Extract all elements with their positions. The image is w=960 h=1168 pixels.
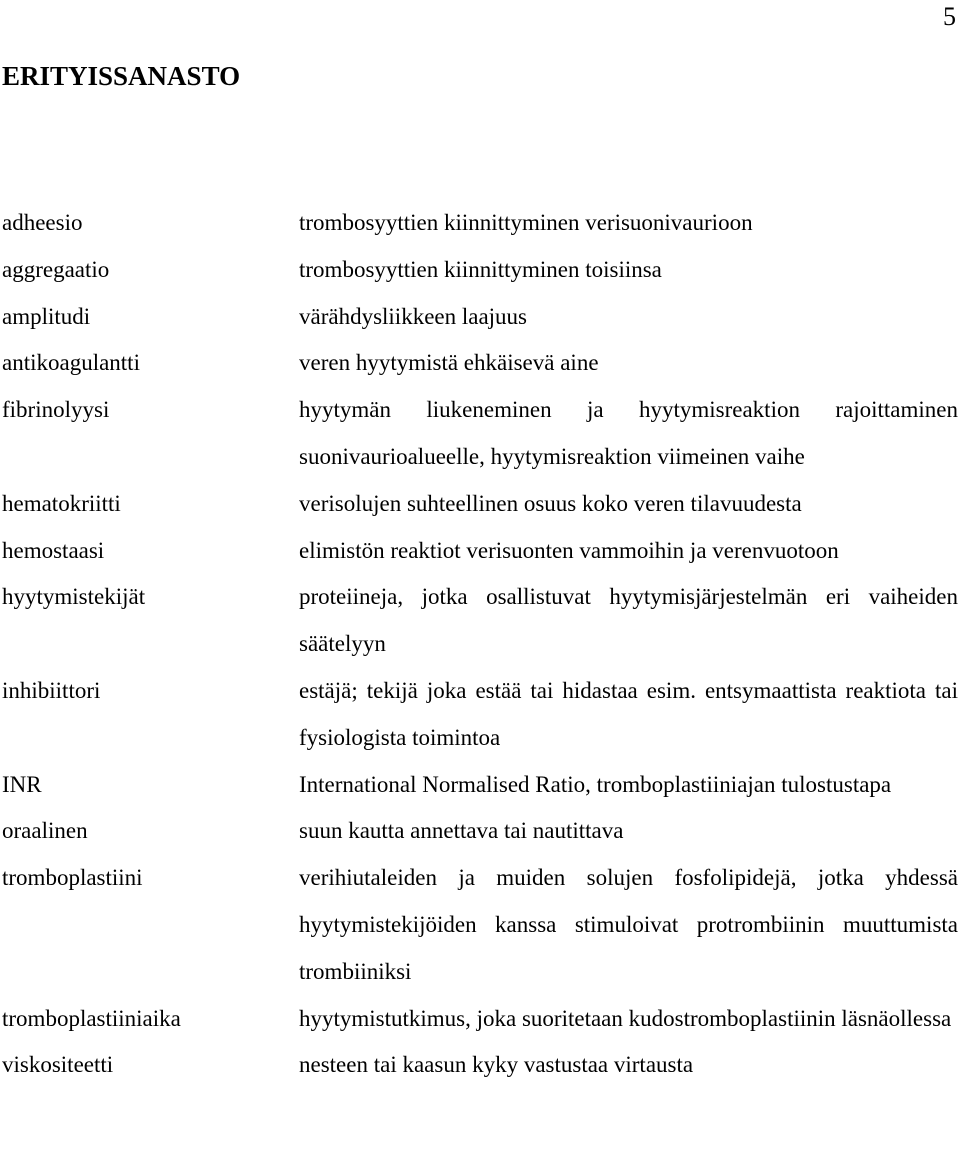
glossary-term: INR xyxy=(2,771,42,797)
glossary-entry xyxy=(0,247,958,294)
glossary-entry xyxy=(0,574,958,668)
glossary-definition: hyytymistutkimus, joka suoritetaan kudostromboplastiinin läsnäollessa xyxy=(299,1005,952,1031)
glossary-entry xyxy=(0,481,958,528)
glossary-term: aggregaatio xyxy=(2,256,110,282)
glossary-definition: verisolujen suhteellinen osuus koko veren tilavuudesta xyxy=(299,490,802,516)
glossary-term: tromboplastiini xyxy=(2,865,143,891)
glossary-entry xyxy=(0,855,958,995)
glossary-definition: trombosyyttien kiinnittyminen verisuonivaurioon xyxy=(299,210,753,235)
glossary-entry xyxy=(0,294,958,341)
glossary-entry xyxy=(0,762,958,809)
glossary-list xyxy=(0,200,958,1089)
glossary-definition: suun kautta annettava tai nautittava xyxy=(299,818,624,844)
glossary-definition: verihiutaleiden ja muiden solujen fosfolipidejä, jotka yhdessä hyytymistekijöiden kanssa stimuloivat protrombiinin muuttumista trombiiniksi xyxy=(299,865,958,984)
page-title: ERITYISSANASTO xyxy=(2,61,241,91)
glossary-entry xyxy=(0,340,958,387)
glossary-term: tromboplastiiniaika xyxy=(2,1005,181,1031)
glossary-term: fibrinolyysi xyxy=(2,397,110,423)
glossary-term: viskositeetti xyxy=(2,1052,114,1078)
glossary-entry xyxy=(0,668,958,762)
glossary-entry xyxy=(0,200,958,247)
glossary-term: amplitudi xyxy=(2,303,91,329)
glossary-definition: veren hyytymistä ehkäisevä aine xyxy=(299,350,599,376)
glossary-entry xyxy=(0,387,958,481)
glossary-term: adheesio xyxy=(2,210,83,235)
glossary-definition: värähdysliikkeen laajuus xyxy=(299,303,528,329)
glossary-definition: estäjä; tekijä joka estää tai hidastaa esim. entsymaattista reaktiota tai fysiologista toimintoa xyxy=(299,677,958,750)
glossary-definition: International Normalised Ratio, tromboplastiiniajan tulostustapa xyxy=(299,771,892,797)
glossary-definition: nesteen tai kaasun kyky vastustaa virtausta xyxy=(299,1052,694,1078)
glossary-term: hemostaasi xyxy=(2,537,105,563)
glossary-entry xyxy=(0,808,958,855)
glossary-term: hyytymistekijät xyxy=(2,584,146,610)
page-number: 5 xyxy=(943,2,956,31)
glossary-entry xyxy=(0,1042,958,1089)
glossary-term: inhibiittori xyxy=(2,677,101,703)
glossary-entry xyxy=(0,996,958,1043)
glossary-term: antikoagulantti xyxy=(2,350,140,376)
glossary-definition: proteiineja, jotka osallistuvat hyytymisjärjestelmän eri vaiheiden säätelyyn xyxy=(299,584,958,657)
glossary-definition: trombosyyttien kiinnittyminen toisiinsa xyxy=(299,256,662,282)
glossary-entry xyxy=(0,528,958,575)
glossary-definition: elimistön reaktiot verisuonten vammoihin ja verenvuotoon xyxy=(299,537,839,563)
glossary-term: oraalinen xyxy=(2,818,88,844)
glossary-definition: hyytymän liukeneminen ja hyytymisreaktion rajoittaminen suonivaurioalueelle, hyytymisreaktion viimeinen vaihe xyxy=(299,397,958,469)
glossary-term: hematokriitti xyxy=(2,490,121,516)
